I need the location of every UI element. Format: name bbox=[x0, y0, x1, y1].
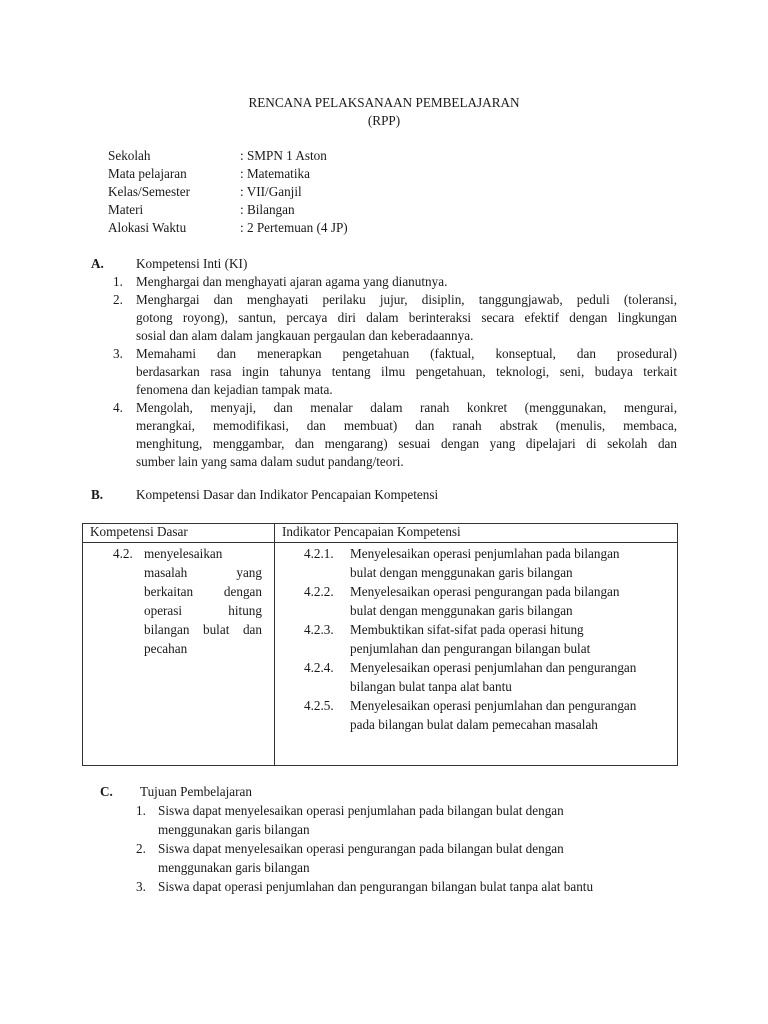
document-subtitle: (RPP) bbox=[367, 113, 401, 128]
indicator-line: bulat dengan menggunakan garis bilangan bbox=[350, 565, 573, 580]
competency-table bbox=[82, 523, 678, 766]
identity-label: Mata pelajaran bbox=[108, 166, 187, 181]
kd-line: bilangan bulat dan bbox=[144, 622, 262, 637]
section-heading: Tujuan Pembelajaran bbox=[140, 784, 252, 799]
indicator-number: 4.2.4. bbox=[304, 660, 334, 675]
indicator-line: bilangan bulat tanpa alat bantu bbox=[350, 679, 512, 694]
kd-number: 4.2. bbox=[113, 546, 133, 561]
list-item-line: fenomena dan kejadian tampak mata. bbox=[136, 382, 333, 397]
indicator-line: Menyelesaikan operasi pengurangan pada bilangan bbox=[350, 584, 620, 599]
indicator-line: Menyelesaikan operasi penjumlahan dan pengurangan bbox=[350, 698, 637, 713]
kd-line: operasi hitung bbox=[144, 603, 262, 618]
list-item-line: menghitung, menggambar, dan mengarang) sesuai dengan yang dipelajari di sekolah dan bbox=[136, 436, 677, 451]
section-heading: Kompetensi Inti (KI) bbox=[136, 256, 248, 271]
kd-line: berkaitan dengan bbox=[144, 584, 262, 599]
list-item-line: Siswa dapat menyelesaikan operasi penjumlahan pada bilangan bulat dengan bbox=[158, 803, 564, 818]
header-indikator: Indikator Pencapaian Kompetensi bbox=[282, 524, 461, 539]
list-item-line: Menghargai dan menghayati perilaku jujur, disiplin, tanggungjawab, peduli (toleransi, bbox=[136, 292, 677, 307]
section-letter: A. bbox=[91, 256, 104, 271]
table-header-row bbox=[83, 524, 678, 543]
kd-cell bbox=[83, 543, 275, 766]
table-header-cell bbox=[83, 524, 275, 543]
section-letter: B. bbox=[91, 487, 104, 502]
kd-line: menyelesaikan bbox=[144, 546, 223, 561]
list-number: 2. bbox=[136, 841, 146, 856]
table-row bbox=[83, 543, 678, 766]
list-number: 3. bbox=[113, 346, 123, 361]
header-kompetensi-dasar: Kompetensi Dasar bbox=[90, 524, 188, 539]
section-heading: Kompetensi Dasar dan Indikator Pencapaian Kompetensi bbox=[136, 487, 439, 502]
identity-label: Materi bbox=[108, 202, 144, 217]
identity-label: Alokasi Waktu bbox=[108, 220, 187, 235]
indicator-line: Menyelesaikan operasi penjumlahan pada bilangan bbox=[350, 546, 620, 561]
indicator-line: Menyelesaikan operasi penjumlahan dan pengurangan bbox=[350, 660, 637, 675]
identity-value: : SMPN 1 Aston bbox=[240, 148, 327, 163]
list-item-line: menggunakan garis bilangan bbox=[158, 860, 310, 875]
identity-value: : VII/Ganjil bbox=[240, 184, 302, 199]
identity-label: Kelas/Semester bbox=[108, 184, 191, 199]
kd-line: pecahan bbox=[144, 641, 188, 656]
section-letter: C. bbox=[100, 784, 113, 799]
list-item-line: gotong royong), santun, percaya diri dalam berinteraksi secara efektif dengan lingkungan bbox=[136, 310, 677, 325]
indicator-number: 4.2.5. bbox=[304, 698, 334, 713]
list-item-line: menggunakan garis bilangan bbox=[158, 822, 310, 837]
list-number: 1. bbox=[136, 803, 146, 818]
list-item-line: merangkai, memodifikasi, dan membuat) dan ranah abstrak (menulis, membaca, bbox=[136, 418, 677, 433]
indicator-line: Membuktikan sifat-sifat pada operasi hitung bbox=[350, 622, 584, 637]
list-number: 2. bbox=[113, 292, 123, 307]
identity-value: : 2 Pertemuan (4 JP) bbox=[240, 220, 348, 235]
indicator-number: 4.2.1. bbox=[304, 546, 334, 561]
list-item-line: Mengolah, menyaji, dan menalar dalam ranah konkret (menggunakan, mengurai, bbox=[136, 400, 677, 415]
identity-value: : Matematika bbox=[240, 166, 310, 181]
kd-line: masalah yang bbox=[144, 565, 262, 580]
identity-label: Sekolah bbox=[108, 148, 151, 163]
indicator-line: penjumlahan dan pengurangan bilangan bulat bbox=[350, 641, 591, 656]
identity-value: : Bilangan bbox=[240, 202, 295, 217]
list-number: 1. bbox=[113, 274, 123, 289]
table-header-cell bbox=[275, 524, 678, 543]
indicator-number: 4.2.3. bbox=[304, 622, 334, 637]
indicator-line: pada bilangan bulat dalam pemecahan masalah bbox=[350, 717, 598, 732]
list-item-line: sumber lain yang sama dalam sudut pandang/teori. bbox=[136, 454, 404, 469]
list-item-line: Siswa dapat operasi penjumlahan dan pengurangan bilangan bulat tanpa alat bantu bbox=[158, 879, 594, 894]
list-item-line: Menghargai dan menghayati ajaran agama yang dianutnya. bbox=[136, 274, 448, 289]
list-item-line: Siswa dapat menyelesaikan operasi pengurangan pada bilangan bulat dengan bbox=[158, 841, 564, 856]
indicator-cell bbox=[275, 543, 678, 766]
document-title: RENCANA PELAKSANAAN PEMBELAJARAN bbox=[248, 95, 520, 110]
list-item-line: Memahami dan menerapkan pengetahuan (faktual, konseptual, dan prosedural) bbox=[136, 346, 677, 361]
indicator-line: bulat dengan menggunakan garis bilangan bbox=[350, 603, 573, 618]
list-number: 3. bbox=[136, 879, 146, 894]
indicator-number: 4.2.2. bbox=[304, 584, 334, 599]
list-item-line: berdasarkan rasa ingin tahunya tentang ilmu pengetahuan, teknologi, seni, budaya terkait bbox=[136, 364, 677, 379]
list-number: 4. bbox=[113, 400, 123, 415]
list-item-line: sosial dan alam dalam jangkauan pergaulan dan keberadaannya. bbox=[136, 328, 474, 343]
